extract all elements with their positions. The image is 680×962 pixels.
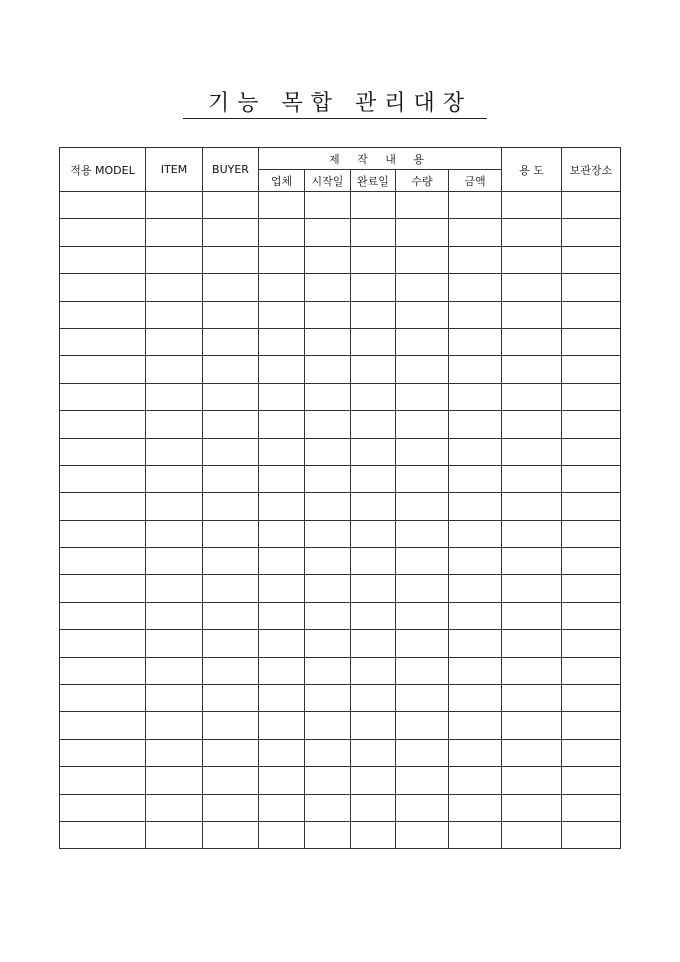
table-cell[interactable] [259, 411, 305, 438]
col-header-end-date: 완료일 [351, 170, 396, 192]
table-cell[interactable] [259, 602, 305, 629]
table-cell[interactable] [562, 438, 621, 465]
table-cell[interactable] [60, 520, 146, 547]
table-cell[interactable] [449, 657, 502, 684]
table-row [60, 493, 621, 520]
table-cell[interactable] [146, 712, 203, 739]
table-cell[interactable] [305, 493, 351, 520]
table-cell[interactable] [351, 712, 396, 739]
table-cell[interactable] [351, 438, 396, 465]
table-cell[interactable] [146, 465, 203, 492]
table-cell[interactable] [351, 657, 396, 684]
col-header-quantity: 수량 [396, 170, 449, 192]
table-row [60, 630, 621, 657]
table-cell[interactable] [259, 465, 305, 492]
table-cell[interactable] [60, 465, 146, 492]
table-cell[interactable] [60, 712, 146, 739]
table-cell[interactable] [502, 520, 562, 547]
col-header-company: 업체 [259, 170, 305, 192]
table-cell[interactable] [502, 383, 562, 410]
table-cell[interactable] [396, 520, 449, 547]
table-cell[interactable] [502, 274, 562, 301]
table-cell[interactable] [305, 356, 351, 383]
table-cell[interactable] [305, 192, 351, 219]
table-row [60, 767, 621, 794]
table-cell[interactable] [146, 356, 203, 383]
table-cell[interactable] [396, 685, 449, 712]
col-header-storage: 보관장소 [562, 148, 621, 192]
table-cell[interactable] [396, 657, 449, 684]
table-cell[interactable] [146, 657, 203, 684]
table-cell[interactable] [351, 465, 396, 492]
table-cell[interactable] [60, 192, 146, 219]
table-cell[interactable] [351, 328, 396, 355]
table-row [60, 328, 621, 355]
table-row [60, 548, 621, 575]
table-cell[interactable] [351, 219, 396, 246]
table-cell[interactable] [502, 301, 562, 328]
table-cell[interactable] [60, 274, 146, 301]
table-cell[interactable] [146, 575, 203, 602]
table-cell[interactable] [502, 794, 562, 821]
document-title: 기능 목합 관리대장 [207, 91, 472, 116]
table-cell[interactable] [449, 685, 502, 712]
table-cell[interactable] [351, 548, 396, 575]
table-cell[interactable] [305, 712, 351, 739]
table-row [60, 219, 621, 246]
table-cell[interactable] [396, 219, 449, 246]
table-cell[interactable] [562, 383, 621, 410]
col-header-start-date: 시작일 [305, 170, 351, 192]
table-cell[interactable] [449, 438, 502, 465]
table-row [60, 712, 621, 739]
table-cell[interactable] [203, 630, 259, 657]
table-row [60, 383, 621, 410]
table-cell[interactable] [203, 411, 259, 438]
table-cell[interactable] [449, 520, 502, 547]
table-cell[interactable] [396, 328, 449, 355]
table-cell[interactable] [562, 575, 621, 602]
table-cell[interactable] [305, 821, 351, 848]
table-cell[interactable] [502, 821, 562, 848]
table-cell[interactable] [203, 602, 259, 629]
table-cell[interactable] [562, 630, 621, 657]
table-cell[interactable] [259, 274, 305, 301]
col-header-model: 적용 MODEL [60, 148, 146, 192]
table-cell[interactable] [146, 548, 203, 575]
table-row [60, 794, 621, 821]
table-cell[interactable] [351, 493, 396, 520]
table-cell[interactable] [203, 438, 259, 465]
table-cell[interactable] [259, 356, 305, 383]
table-cell[interactable] [449, 575, 502, 602]
table-cell[interactable] [396, 411, 449, 438]
table-cell[interactable] [203, 219, 259, 246]
table-cell[interactable] [203, 465, 259, 492]
table-cell[interactable] [259, 630, 305, 657]
table-cell[interactable] [305, 301, 351, 328]
table-cell[interactable] [351, 794, 396, 821]
table-cell[interactable] [146, 301, 203, 328]
table-cell[interactable] [351, 274, 396, 301]
table-cell[interactable] [351, 411, 396, 438]
table-cell[interactable] [60, 548, 146, 575]
table-cell[interactable] [146, 219, 203, 246]
table-cell[interactable] [305, 657, 351, 684]
table-cell[interactable] [60, 575, 146, 602]
table-cell[interactable] [305, 575, 351, 602]
table-cell[interactable] [60, 602, 146, 629]
table-cell[interactable] [60, 630, 146, 657]
table-cell[interactable] [562, 192, 621, 219]
table-cell[interactable] [396, 630, 449, 657]
table-cell[interactable] [259, 219, 305, 246]
table-cell[interactable] [351, 356, 396, 383]
table-cell[interactable] [562, 739, 621, 766]
table-row [60, 438, 621, 465]
table-cell[interactable] [502, 465, 562, 492]
table-row [60, 821, 621, 848]
table-cell[interactable] [351, 685, 396, 712]
table-row [60, 274, 621, 301]
table-row [60, 192, 621, 219]
table-cell[interactable] [305, 219, 351, 246]
table-cell[interactable] [449, 767, 502, 794]
table-cell[interactable] [259, 712, 305, 739]
table-cell[interactable] [502, 575, 562, 602]
table-cell[interactable] [305, 794, 351, 821]
table-cell[interactable] [396, 821, 449, 848]
table-cell[interactable] [305, 685, 351, 712]
table-row [60, 465, 621, 492]
table-cell[interactable] [60, 246, 146, 273]
table-cell[interactable] [146, 739, 203, 766]
table-cell[interactable] [449, 383, 502, 410]
table-cell[interactable] [60, 328, 146, 355]
table-cell[interactable] [146, 411, 203, 438]
table-cell[interactable] [396, 301, 449, 328]
table-cell[interactable] [203, 685, 259, 712]
table-cell[interactable] [203, 657, 259, 684]
table-cell[interactable] [562, 520, 621, 547]
table-cell[interactable] [351, 602, 396, 629]
table-cell[interactable] [259, 575, 305, 602]
table-cell[interactable] [562, 301, 621, 328]
table-cell[interactable] [449, 411, 502, 438]
table-cell[interactable] [562, 411, 621, 438]
table-cell[interactable] [305, 246, 351, 273]
table-cell[interactable] [203, 356, 259, 383]
table-cell[interactable] [259, 192, 305, 219]
table-cell[interactable] [203, 548, 259, 575]
table-cell[interactable] [203, 246, 259, 273]
table-row [60, 575, 621, 602]
table-cell[interactable] [351, 575, 396, 602]
table-cell[interactable] [562, 219, 621, 246]
table-cell[interactable] [562, 602, 621, 629]
table-cell[interactable] [259, 794, 305, 821]
table-row [60, 246, 621, 273]
table-row [60, 685, 621, 712]
table-cell[interactable] [60, 493, 146, 520]
table-cell[interactable] [305, 274, 351, 301]
table-cell[interactable] [60, 301, 146, 328]
table-cell[interactable] [502, 493, 562, 520]
table-cell[interactable] [502, 657, 562, 684]
table-cell[interactable] [146, 520, 203, 547]
table-cell[interactable] [396, 465, 449, 492]
table-cell[interactable] [146, 493, 203, 520]
table-cell[interactable] [146, 794, 203, 821]
table-row [60, 301, 621, 328]
table-cell[interactable] [502, 411, 562, 438]
table-cell[interactable] [562, 821, 621, 848]
table-cell[interactable] [259, 821, 305, 848]
table-cell[interactable] [203, 712, 259, 739]
table-cell[interactable] [305, 548, 351, 575]
table-cell[interactable] [60, 383, 146, 410]
table-cell[interactable] [502, 219, 562, 246]
table-cell[interactable] [562, 548, 621, 575]
table-row [60, 520, 621, 547]
table-cell[interactable] [502, 548, 562, 575]
table-cell[interactable] [562, 493, 621, 520]
table-cell[interactable] [351, 767, 396, 794]
table-cell[interactable] [502, 712, 562, 739]
table-cell[interactable] [396, 602, 449, 629]
table-row [60, 411, 621, 438]
table-cell[interactable] [502, 246, 562, 273]
table-cell[interactable] [396, 493, 449, 520]
table-cell[interactable] [351, 630, 396, 657]
table-cell[interactable] [146, 383, 203, 410]
table-cell[interactable] [351, 246, 396, 273]
table-cell[interactable] [305, 383, 351, 410]
table-cell[interactable] [305, 602, 351, 629]
table-cell[interactable] [203, 821, 259, 848]
table-cell[interactable] [203, 192, 259, 219]
table-cell[interactable] [203, 520, 259, 547]
table-cell[interactable] [305, 465, 351, 492]
table-row [60, 739, 621, 766]
table-cell[interactable] [203, 274, 259, 301]
table-cell[interactable] [146, 602, 203, 629]
table-cell[interactable] [396, 383, 449, 410]
table-cell[interactable] [396, 575, 449, 602]
table-cell[interactable] [449, 192, 502, 219]
table-cell[interactable] [146, 438, 203, 465]
table-cell[interactable] [259, 301, 305, 328]
table-cell[interactable] [502, 739, 562, 766]
table-cell[interactable] [449, 219, 502, 246]
table-cell[interactable] [259, 328, 305, 355]
table-cell[interactable] [146, 246, 203, 273]
table-cell[interactable] [305, 411, 351, 438]
table-cell[interactable] [396, 438, 449, 465]
table-cell[interactable] [449, 630, 502, 657]
table-cell[interactable] [562, 328, 621, 355]
table-cell[interactable] [351, 192, 396, 219]
table-cell[interactable] [146, 274, 203, 301]
table-cell[interactable] [396, 246, 449, 273]
col-header-amount: 금액 [449, 170, 502, 192]
col-header-production: 제 작 내 용 [259, 148, 502, 170]
table-cell[interactable] [502, 356, 562, 383]
table-cell[interactable] [60, 411, 146, 438]
table-cell[interactable] [305, 520, 351, 547]
table-cell[interactable] [259, 493, 305, 520]
table-cell[interactable] [259, 438, 305, 465]
title-underline [183, 118, 487, 119]
table-cell[interactable] [146, 767, 203, 794]
table-cell[interactable] [305, 438, 351, 465]
table-cell[interactable] [146, 821, 203, 848]
table-cell[interactable] [449, 246, 502, 273]
table-cell[interactable] [502, 438, 562, 465]
table-cell[interactable] [396, 739, 449, 766]
table-cell[interactable] [259, 767, 305, 794]
table-cell[interactable] [351, 520, 396, 547]
table-cell[interactable] [449, 602, 502, 629]
table-cell[interactable] [305, 767, 351, 794]
ledger-table [59, 147, 621, 849]
table-cell[interactable] [305, 739, 351, 766]
table-cell[interactable] [203, 794, 259, 821]
table-cell[interactable] [259, 685, 305, 712]
table-cell[interactable] [449, 493, 502, 520]
table-cell[interactable] [259, 657, 305, 684]
table-cell[interactable] [502, 630, 562, 657]
table-cell[interactable] [60, 219, 146, 246]
table-cell[interactable] [203, 767, 259, 794]
table-cell[interactable] [562, 767, 621, 794]
table-cell[interactable] [305, 328, 351, 355]
table-cell[interactable] [502, 328, 562, 355]
table-cell[interactable] [449, 821, 502, 848]
table-cell[interactable] [396, 274, 449, 301]
table-cell[interactable] [259, 246, 305, 273]
table-cell[interactable] [259, 520, 305, 547]
table-cell[interactable] [146, 192, 203, 219]
table-cell[interactable] [146, 685, 203, 712]
table-cell[interactable] [449, 794, 502, 821]
table-row [60, 657, 621, 684]
table-cell[interactable] [203, 301, 259, 328]
table-cell[interactable] [562, 794, 621, 821]
table-cell[interactable] [449, 739, 502, 766]
table-cell[interactable] [351, 821, 396, 848]
table-cell[interactable] [562, 356, 621, 383]
table-cell[interactable] [203, 493, 259, 520]
table-cell[interactable] [562, 685, 621, 712]
table-cell[interactable] [60, 438, 146, 465]
table-cell[interactable] [562, 712, 621, 739]
table-cell[interactable] [562, 246, 621, 273]
table-cell[interactable] [562, 465, 621, 492]
table-cell[interactable] [449, 356, 502, 383]
table-cell[interactable] [449, 301, 502, 328]
table-cell[interactable] [60, 685, 146, 712]
table-cell[interactable] [396, 548, 449, 575]
table-cell[interactable] [502, 192, 562, 219]
col-header-usage: 용 도 [502, 148, 562, 192]
table-cell[interactable] [449, 328, 502, 355]
table-cell[interactable] [396, 794, 449, 821]
table-cell[interactable] [351, 739, 396, 766]
table-cell[interactable] [449, 274, 502, 301]
table-cell[interactable] [396, 712, 449, 739]
table-cell[interactable] [259, 548, 305, 575]
table-cell[interactable] [203, 383, 259, 410]
table-cell[interactable] [203, 739, 259, 766]
table-cell[interactable] [60, 767, 146, 794]
table-cell[interactable] [396, 767, 449, 794]
table-row [60, 602, 621, 629]
table-cell[interactable] [562, 274, 621, 301]
table-cell[interactable] [396, 192, 449, 219]
table-cell[interactable] [60, 356, 146, 383]
table-cell[interactable] [60, 821, 146, 848]
table-cell[interactable] [351, 383, 396, 410]
col-header-buyer: BUYER [203, 148, 259, 192]
table-cell[interactable] [60, 739, 146, 766]
table-cell[interactable] [60, 794, 146, 821]
table-cell[interactable] [502, 685, 562, 712]
col-header-item: ITEM [146, 148, 203, 192]
table-cell[interactable] [146, 630, 203, 657]
table-cell[interactable] [351, 301, 396, 328]
table-cell[interactable] [259, 383, 305, 410]
table-cell[interactable] [60, 657, 146, 684]
table-cell[interactable] [203, 575, 259, 602]
table-cell[interactable] [259, 739, 305, 766]
table-cell[interactable] [396, 356, 449, 383]
ledger-rows [60, 192, 621, 849]
table-cell[interactable] [562, 657, 621, 684]
table-cell[interactable] [449, 465, 502, 492]
table-cell[interactable] [502, 602, 562, 629]
table-cell[interactable] [203, 328, 259, 355]
table-row [60, 356, 621, 383]
table-cell[interactable] [502, 767, 562, 794]
table-cell[interactable] [449, 548, 502, 575]
table-cell[interactable] [146, 328, 203, 355]
table-cell[interactable] [305, 630, 351, 657]
table-cell[interactable] [449, 712, 502, 739]
